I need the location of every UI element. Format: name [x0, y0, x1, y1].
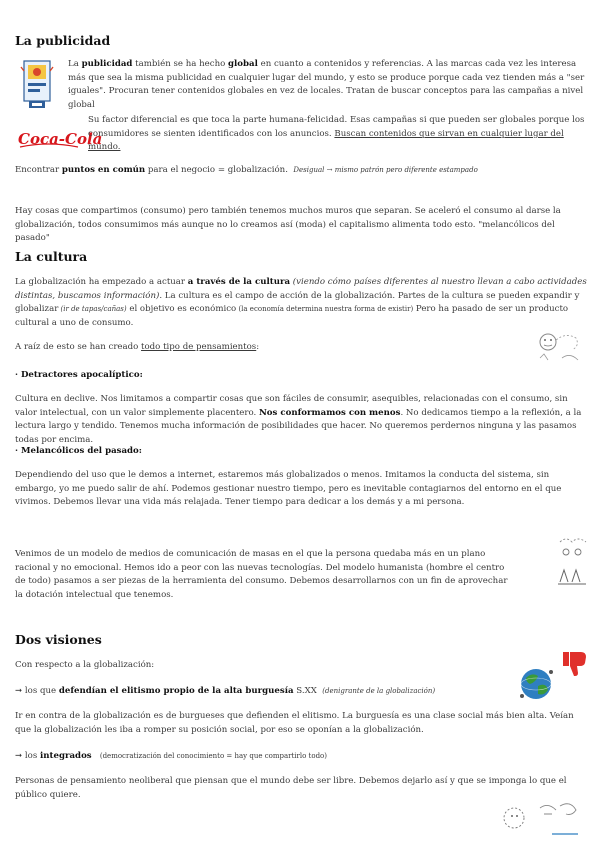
- coca-cola-logo: [16, 125, 103, 151]
- thumbs-down-icon: [561, 648, 589, 678]
- paragraph-burguesia: Ir en contra de la globalización es de burgueses que defienden el elitismo. La burguesía es una clase social más bien alta. Veían que la globalización les iba a romper su posición social, por eso se oponían a la globalización.: [15, 711, 574, 735]
- note-denigrante: (denigrante de la globalización): [322, 687, 436, 695]
- note-desigual: Desigual → mismo patrón pero diferente estampado: [293, 166, 478, 174]
- heading-detractores: · Detractores apocalíptico:: [15, 370, 143, 380]
- note-democratizacion: (democratización del conocimiento = hay que compartirlo todo): [99, 752, 328, 760]
- publicity-clipart-icon: [20, 57, 54, 113]
- paragraph-neoliberal: Personas de pensamiento neoliberal que piensan que el mundo debe ser libre. Debemos dejarlo así y que se imponga lo que el público quiere.: [15, 776, 567, 800]
- paragraph-medios-masas: Venimos de un modelo de medios de comunicación de masas en el que la persona quedaba más en un plano racional y no emocional. Hemos ido a peor con las nuevas tecnologías. Del modelo humanista (hombre el centro de todo) pasamos a ser piezas de la herramienta del consumo. Debemos desarrollarnos con un fin de aprovechar la dotación intelectual que tenemos.: [15, 549, 508, 600]
- coca-cola-logo-text: Coca-Cola: [18, 130, 103, 148]
- paragraph-respecto: Con respecto a la globalización:: [15, 660, 155, 670]
- underlined-contenidos: Buscan contenidos que sirvan en cualquier lugar del mundo.: [88, 128, 564, 153]
- heading-la-cultura: La cultura: [15, 249, 88, 264]
- paragraph-pensamientos: A raíz de esto se han creado todo tipo de pensamientos:: [15, 342, 260, 352]
- paragraph-detractores: Cultura en declive. Nos limitamos a compartir cosas que son fáciles de consumir, asequibles, relacionadas con el consumo, sin valor intelectual, con un valor simplemente placentero. Nos conformamos con menos. No dedicamos tiempo a la reflexión, a la lectura largo y tendido. Tenemos mucha información de posibilidades que hacer. No queremos perdernos ninguna y las pasamos todas por encima.: [15, 394, 582, 445]
- heading-la-publicidad: La publicidad: [15, 33, 111, 48]
- paragraph-consumo: Hay cosas que compartimos (consumo) pero también tenemos muchos muros que separan. Se aceleró el consumo al darse la globalización, todos consumimos más aunque no lo creamos así (moda) el capitalismo alimenta todo esto. "melancólicos del pasado": [15, 206, 561, 244]
- paragraph-melancolicos: Dependiendo del uso que le demos a internet, estaremos más globalizados o menos. Imitamos la conducta del sistema, sin embargo, yo me puedo salir de ahí. Podemos gestionar nuestro tiempo, pero es inevitable contagiarnos del entorno en el que vivimos. Debemos llevar una vida más relajada. Tener tiempo para dedicar a los demás y a mi persona.: [15, 470, 562, 508]
- heading-melancolicos: · Melancólicos del pasado:: [15, 446, 142, 456]
- globe-icon: [518, 666, 556, 702]
- paragraph-publicidad-2: Su factor diferencial es que toca la parte humana-felicidad. Esas campañas si que pueden ser globales porque los consumidores se sienten identificados con los anuncios. Buscan contenidos que sirvan en cualquier lugar del mundo.: [88, 115, 585, 153]
- paragraph-puntos-en-comun: Encontrar puntos en común para el negocio = globalización. Desigual → mismo patrón pero diferente estampado: [15, 165, 478, 175]
- people-doodle-icon: [556, 534, 590, 590]
- paragraph-integrados: ➞ los integrados (democratización del conocimiento = hay que compartirlo todo): [15, 751, 328, 761]
- crowd-doodle-icon: [500, 800, 584, 840]
- paragraph-publicidad-1: La publicidad también se ha hecho global en cuanto a contenidos y referencias. A las marcas cada vez les interesa más que sea la misma publicidad en cualquier lugar del mundo, y esto se produce porque cada vez tienden más a "ser iguales". Procuran tener contenidos globales en vez de locales. Tratan de buscar conceptos para las campañas a nivel global: [68, 59, 585, 110]
- heading-dos-visiones: Dos visiones: [15, 632, 102, 647]
- thinking-doodle-icon: [532, 328, 584, 368]
- paragraph-elitismo: ➞ los que defendían el elitismo propio de la alta burguesía S.XX (denigrante de la globalización): [15, 686, 436, 696]
- paragraph-cultura-1: La globalización ha empezado a actuar a través de la cultura (viendo cómo países diferentes al nuestro llevan a cabo actividades distintas, buscamos información). La cultura es el campo de acción de la globalización. Partes de la cultura se pueden expandir y globalizar (ir de tapas/cañas) el objetivo es económico (la economía determina nuestra forma de existir) Pero ha pasado de ser un producto cultural a uno de consumo.: [15, 277, 587, 328]
